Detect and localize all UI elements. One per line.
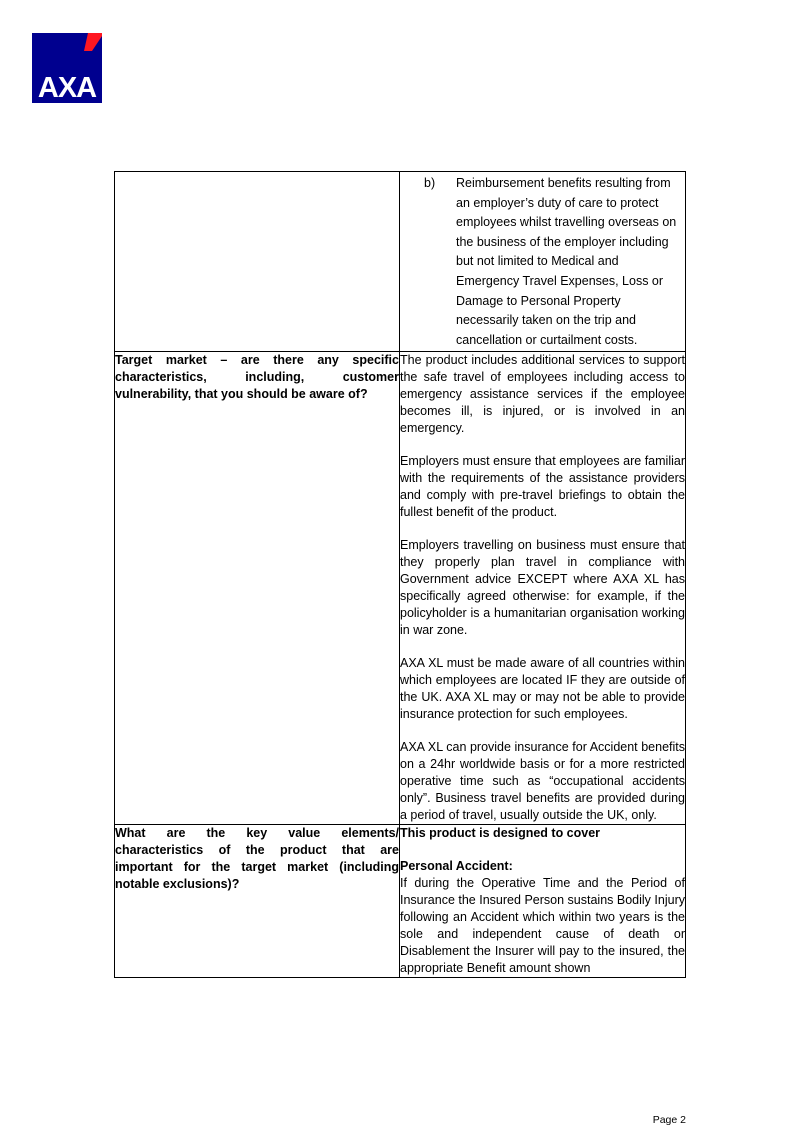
target-market-question: Target market – are there any specific characteristics, including, customer vulnerability, that you should be aware of?	[115, 353, 399, 401]
answer-cell	[400, 172, 686, 352]
question-cell	[115, 172, 400, 352]
question-cell	[115, 352, 400, 825]
axa-logo	[32, 33, 102, 103]
product-info-table	[114, 171, 686, 978]
table-row	[115, 172, 686, 352]
table-row	[115, 352, 686, 825]
svg-text:AXA: AXA	[37, 72, 97, 103]
answer-cell	[400, 825, 686, 978]
paragraph: If during the Operative Time and the Period of Insurance the Insured Person sustains Bodily Injury following an Accident which within two years is the sole and independent cause of death or Disablement the Insurer will pay to the insured, the appropriate Benefit amount shown	[400, 876, 685, 975]
table-row	[115, 825, 686, 978]
paragraph: AXA XL can provide insurance for Accident benefits on a 24hr worldwide basis or for a more restricted operative time such as “occupational accidents only”. Business travel benefits are provided during a period of travel, usually outside the UK, only.	[400, 740, 685, 822]
question-cell	[115, 825, 400, 978]
personal-accident-heading: Personal Accident:	[400, 859, 513, 873]
paragraph: The product includes additional services to support the safe travel of employees including access to emergency assistance services if the employee becomes ill, is injured, or is involved in an emergency.	[400, 353, 685, 435]
page-number: Page 2	[652, 1114, 686, 1126]
paragraph: AXA XL must be made aware of all countries within which employees are located IF they are outside of the UK. AXA XL may or may not be able to provide insurance protection for such employees.	[400, 656, 685, 721]
paragraph: Employers must ensure that employees are familiar with the requirements of the assistance providers and comply with pre-travel briefings to obtain the fullest benefit of the product.	[400, 454, 685, 519]
list-marker: b)	[424, 176, 436, 190]
paragraph: Employers travelling on business must ensure that they properly plan travel in compliance with Government advice EXCEPT where AXA XL has specifically agreed otherwise: for example, if the policyholder is a humanitarian organisation working in war zone.	[400, 538, 685, 637]
key-value-question: What are the key value elements/ characteristics of the product that are important for the target market (including notable exclusions)?	[115, 826, 399, 891]
answer-cell	[400, 352, 686, 825]
coverage-heading: This product is designed to cover	[400, 826, 601, 840]
list-item	[400, 172, 685, 350]
axa-logo-icon	[32, 33, 102, 103]
list-item-text: Reimbursement benefits resulting from an employer’s duty of care to protect employees whilst travelling overseas on the business of the employer including but not limited to Medical and Emergency Travel Expenses, Loss or Damage to Personal Property necessarily taken on the trip and cancellation or curtailment costs.	[456, 176, 677, 347]
